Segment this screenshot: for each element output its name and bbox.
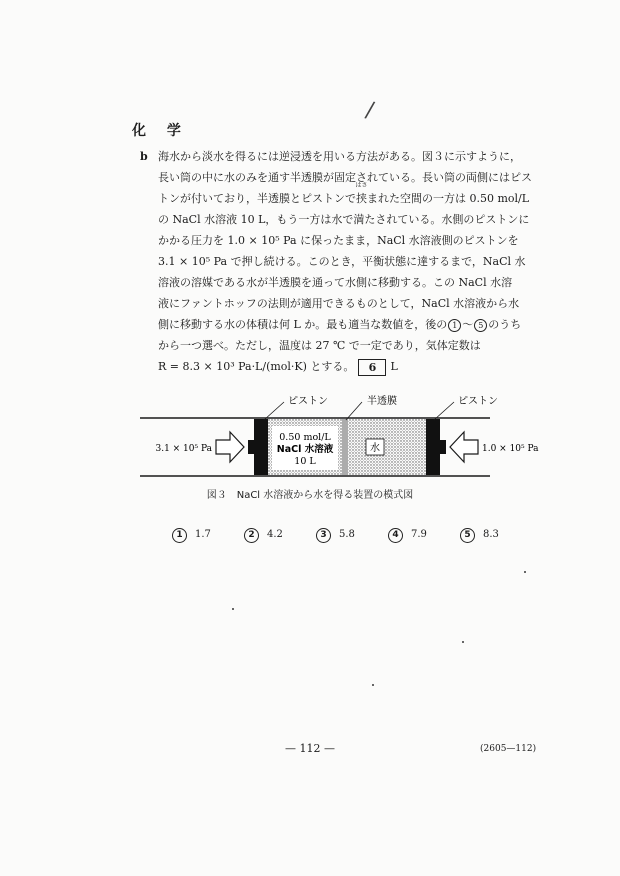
semipermeable-membrane xyxy=(342,419,348,475)
choice-5-value: 8.3 xyxy=(483,529,499,540)
question-line-5: かかる圧力を 1.0 × 10⁵ Pa に保ったまま，NaCl 水溶液側のピストンを xyxy=(158,234,519,247)
answer-unit: L xyxy=(390,360,398,373)
membrane-leader xyxy=(346,402,362,420)
choice-2[interactable] xyxy=(244,528,283,543)
scan-speck xyxy=(232,608,234,610)
question-line-6: 3.1 × 10⁵ Pa で押し続ける。このとき，平衡状態に達するまで，NaCl 水 xyxy=(158,255,526,268)
question-line-4: の NaCl 水溶液 10 L，もう一方は水で満たされている。水側のピストンに xyxy=(158,213,530,226)
ruby-base: 挟 xyxy=(356,192,367,205)
choice-1-value: 1.7 xyxy=(195,529,211,540)
question-line-11 xyxy=(158,356,526,377)
choice-1-number: 1 xyxy=(172,528,187,543)
choice-range-start-icon: 1 xyxy=(448,319,461,332)
choice-4[interactable] xyxy=(388,528,427,543)
choice-2-value: 4.2 xyxy=(267,529,283,540)
question-line-3 xyxy=(158,182,530,209)
page-code: (2605—112) xyxy=(480,744,537,754)
section-title: 化 学 xyxy=(132,123,189,139)
scan-speck xyxy=(524,571,526,573)
question-line-10: から一つ選べ。ただし，温度は 27 ℃ で一定であり，気体定数は xyxy=(158,339,481,352)
solution-conc-text: 0.50 mol/L xyxy=(279,432,331,443)
question-line-3a: トンが付いており，半透膜とピストンで xyxy=(158,192,356,205)
ruby-word xyxy=(355,182,368,205)
left-piston-rod xyxy=(248,440,254,454)
choice-2-number: 2 xyxy=(244,528,259,543)
question-line-8: 液にファントホッフの法則が適用できるものとして，NaCl 水溶液から水 xyxy=(158,297,520,310)
water-region xyxy=(348,419,426,475)
solution-volume-text: 10 L xyxy=(294,456,316,467)
membrane-label: 半透膜 xyxy=(367,396,397,407)
question-line-9b: のうち xyxy=(488,318,522,331)
right-piston xyxy=(426,419,440,475)
choice-5[interactable] xyxy=(460,528,499,543)
choice-1[interactable] xyxy=(172,528,211,543)
question-line-7: 溶液の溶媒である水が半透膜を通って水側に移動する。この NaCl 水溶 xyxy=(158,276,513,289)
right-pressure-arrow xyxy=(450,432,478,462)
answer-box[interactable]: 6 xyxy=(358,359,386,376)
question-line-11a: R = 8.3 × 10³ Pa·L/(mol·K) とする。 xyxy=(158,360,355,373)
solution-name-text: NaCl 水溶液 xyxy=(276,444,334,455)
question-line-1: 海水から淡水を得るには逆浸透を用いる方法がある。図３に示すように， xyxy=(158,150,521,163)
right-piston-label: ピストン xyxy=(458,396,498,407)
left-pressure-arrow xyxy=(216,432,244,462)
scan-speck xyxy=(462,641,464,643)
choice-3-value: 5.8 xyxy=(339,529,355,540)
choice-4-number: 4 xyxy=(388,528,403,543)
right-pressure-text: 1.0 × 10⁵ Pa xyxy=(482,444,539,454)
left-pressure-text: 3.1 × 10⁵ Pa xyxy=(155,444,212,454)
choice-5-number: 5 xyxy=(460,528,475,543)
question-line-2: 長い筒の中に水のみを通す半透膜が固定されている。長い筒の両側にはピス xyxy=(158,171,532,184)
range-tilde: ～ xyxy=(462,318,474,331)
reverse-osmosis-diagram xyxy=(130,392,539,484)
question-line-3b: まれた空間の一方は 0.50 mol/L xyxy=(367,192,530,205)
scan-speck xyxy=(372,684,374,686)
question-text xyxy=(140,146,532,377)
choice-3-number: 3 xyxy=(316,528,331,543)
question-label: b xyxy=(140,150,148,163)
choice-3[interactable] xyxy=(316,528,355,543)
right-piston-leader xyxy=(434,402,454,420)
pen-mark: / xyxy=(363,97,376,124)
water-label-text: 水 xyxy=(370,443,380,454)
ruby-reading: はさ xyxy=(355,182,368,189)
choice-4-value: 7.9 xyxy=(411,529,427,540)
question-line-9a: 側に移動する水の体積は何 L か。最も適当な数値を，後の xyxy=(158,318,448,331)
question-line-9 xyxy=(158,314,526,335)
left-piston-label: ピストン xyxy=(288,396,328,407)
left-piston xyxy=(254,419,268,475)
left-piston-leader xyxy=(264,402,284,420)
figure-caption: 図３ NaCl 水溶液から水を得る装置の模式図 xyxy=(206,490,414,501)
page-number: — 112 — xyxy=(285,742,335,755)
right-piston-rod xyxy=(440,440,446,454)
choice-range-end-icon: 5 xyxy=(474,319,487,332)
